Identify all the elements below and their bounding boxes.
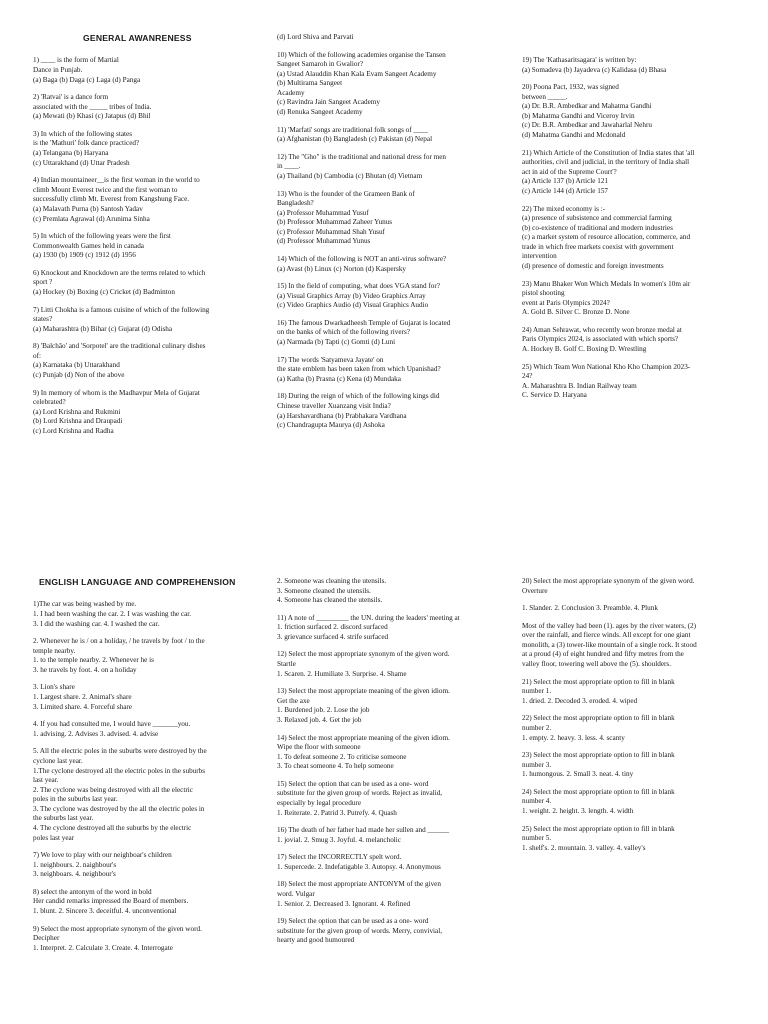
question-line: 3. Lion's share (33, 683, 75, 692)
question-block (33, 600, 261, 629)
question-block (522, 577, 754, 596)
question-line: C. Service D. Haryana (522, 391, 587, 400)
question-line: (b) Professor Muhammad Zaheer Yunus (277, 218, 393, 227)
question-line: between _____. (522, 92, 568, 101)
elc-column-1 (33, 577, 261, 961)
question-line: 18) During the reign of which of the following kings did (277, 392, 440, 401)
question-block (33, 130, 261, 168)
question-line: (d) Professor Muhammad Yunus (277, 237, 371, 246)
question-line: 5. All the electric poles in the suburbs were destroyed by the (33, 747, 207, 756)
question-line: 4. The cyclone destroyed all the suburbs by the electric (33, 823, 192, 832)
question-line: (c) Video Graphics Audio (d) Visual Graphics Audio (277, 301, 429, 310)
question-line: (d) presence of domestic and foreign investments (522, 261, 664, 270)
question-line: Commonwealth Games held in canada (33, 241, 144, 250)
question-line: Her candid remarks impressed the Board of members. (33, 897, 189, 906)
question-block (33, 342, 261, 380)
question-line: 25) Select the most appropriate option to fill in blank (522, 824, 675, 833)
question-block (277, 853, 505, 872)
question-line: Decipher (33, 934, 60, 943)
question-block (277, 190, 505, 247)
question-line: substitute for the given group of words. Reject as invalid, (277, 789, 443, 798)
question-block (277, 734, 505, 772)
question-block (522, 751, 754, 780)
section-heading-english: ENGLISH LANGUAGE AND COMPREHENSION (39, 577, 236, 587)
question-block (277, 33, 505, 43)
elc-column-3 (522, 577, 754, 861)
question-line: (a) Malavath Purna (b) Santosh Yadav (33, 204, 143, 213)
question-line: over the rainfall, and fierce winds. All except for one giant (522, 631, 691, 640)
question-line: (a) presence of subsistence and commercial farming (522, 214, 672, 223)
question-block (33, 232, 261, 261)
question-line: on the banks of which of the following rivers? (277, 328, 410, 337)
question-line: 17) The words 'Satyameva Jayate' on (277, 355, 384, 364)
question-block (522, 714, 754, 743)
question-line: A. Gold B. Silver C. Bronze D. None (522, 308, 630, 317)
question-line: (a) Maharashtra (b) Bihar (c) Gujarat (d) Odisha (33, 324, 173, 333)
question-line: 8) 'Balchão' and 'Sorpotel' are the traditional culinary dishes (33, 342, 206, 351)
question-block (33, 637, 261, 675)
question-line: intervention (522, 252, 557, 261)
question-line: 1. advising. 2. Advises 3. advised. 4. advise (33, 729, 159, 738)
question-line: 1. To defeat someone 2. To criticise someone (277, 752, 407, 761)
question-line: (c) Chandragupta Maurya (d) Ashoka (277, 421, 385, 430)
question-line: 3. I did the washing car. 4. I washed the car. (33, 619, 160, 628)
question-line: 21) Which Article of the Constitution of India states that 'all (522, 148, 695, 157)
question-line: (c) Uttarakhand (d) Uttar Pradesh (33, 158, 130, 167)
question-line: 12) Select the most appropriate synonym of the given word. (277, 650, 450, 659)
question-line: 18) Select the most appropriate ANTONYM of the given (277, 880, 441, 889)
question-line: number 3. (522, 760, 552, 769)
ga-column-1 (33, 33, 261, 445)
question-line: Wipe the floor with someone (277, 743, 361, 752)
question-line: 1. I had been washing the car. 2. I was washing the car. (33, 610, 192, 618)
question-line: successfully climb Mt. Everest from Kangshung Face. (33, 195, 190, 204)
question-line: 1. Slander. 2. Conclusion 3. Preamble. 4. Plunk (522, 604, 658, 613)
question-line: 4. If you had consulted me, I would have _______you. (33, 720, 191, 729)
question-line: 1)The car was being washed by me. (33, 600, 137, 609)
question-line: (a) Dr. B.R. Ambedkar and Mahatma Gandhi (522, 102, 652, 111)
question-block (277, 255, 505, 274)
question-line: 4) Indian mountaineer__is the first woman in the world to (33, 176, 200, 185)
question-line: (a) 1930 (b) 1909 (c) 1912 (d) 1956 (33, 251, 136, 260)
question-block (277, 392, 505, 430)
question-block (522, 363, 754, 401)
question-line: 1. shelf's. 2. mountain. 3. valley. 4. valley's (522, 843, 646, 852)
question-line: (c) Premlata Agrawal (d) Arunima Sinha (33, 214, 150, 223)
question-line: in ____. (277, 162, 301, 171)
question-line: poles last year (33, 833, 75, 842)
question-line: 16) The famous Dwarkadheesh Temple of Gujarat is located (277, 318, 451, 327)
question-line: 1.The cyclone destroyed all the electric poles in the suburbs (33, 766, 206, 775)
question-line: (a) Mewati (b) Khasi (c) Jatapus (d) Bhil (33, 112, 151, 121)
elc-column-2 (277, 577, 505, 954)
question-line: 14) Which of the following is NOT an anti-virus software? (277, 254, 447, 263)
question-line: 20) Poona Pact, 1932, was signed (522, 83, 619, 92)
question-line: is the 'Mathuri' folk dance practiced? (33, 139, 140, 148)
question-line: 9) Select the most appropriate synonym of the given word. (33, 924, 202, 933)
question-block (277, 126, 505, 145)
question-block (33, 56, 261, 85)
ga-column-3 (522, 56, 754, 409)
question-line: the state emblem has been taken from which Upanishad? (277, 365, 441, 374)
question-block (277, 356, 505, 385)
question-block (33, 269, 261, 298)
question-line: 1. Senior. 2. Decreased 3. Ignorant. 4. Refined (277, 899, 411, 908)
question-line: (c) Article 144 (d) Article 157 (522, 186, 609, 195)
question-block (33, 93, 261, 122)
question-block (277, 650, 505, 679)
question-block (277, 153, 505, 182)
question-block (522, 149, 754, 197)
question-line: 1. Supercede. 2. Indefatigable 3. Autopsy. 4. Anonymous (277, 862, 441, 871)
question-line: 3. grievance surfaced 4. strife surfaced (277, 632, 389, 641)
question-line: number 4. (522, 797, 552, 806)
question-block (522, 825, 754, 854)
question-block (522, 622, 754, 670)
question-block (277, 614, 505, 643)
question-line: states? (33, 315, 53, 324)
question-line: 2. Whenever he is / on a holiday, / he travels by foot / to the (33, 637, 205, 646)
question-line: 1. neighbours. 2. naighbour's (33, 860, 117, 869)
question-line: (a) Ustad Alauddin Khan Kala Evam Sangeet Academy (277, 69, 437, 78)
question-block (33, 925, 261, 954)
question-line: (a) Narmada (b) Tapti (c) Gomti (d) Luni (277, 338, 396, 347)
question-line: 3. Someone cleaned the utensils. (277, 586, 371, 595)
question-line: 1) ____ is the form of Martial (33, 56, 119, 65)
question-block (33, 306, 261, 335)
question-line: 3. The cyclone was destroyed by the all the electric poles in (33, 804, 205, 813)
question-line: word. Vulgar (277, 890, 315, 899)
question-line: (a) Afghanistan (b) Bangladesh (c) Pakistan (d) Nepal (277, 135, 433, 144)
question-line: 24) Aman Sehrawat, who recently won bronze medal at (522, 325, 682, 334)
question-line: poles in the suburbs last year. (33, 795, 118, 804)
question-block (277, 319, 505, 348)
question-block (522, 56, 754, 75)
question-line: (c) Lord Krishna and Radha (33, 426, 114, 435)
question-line: 2) 'Ratvai' is a dance form (33, 93, 109, 102)
question-line: 15) Select the option that can be used as a one- word (277, 779, 429, 788)
question-line: 3. he travels by foot. 4. on a holiday (33, 665, 137, 674)
question-line: at a proud (4) of eight hundred and fifty metres from the (522, 650, 684, 659)
question-line: associated with the _____ tribes of India. (33, 102, 152, 111)
question-block (33, 720, 261, 739)
question-line: 1. blunt. 2. Sincere 3. deceitful. 4. unconventional (33, 907, 177, 916)
question-line: climb Mount Everest twice and the first woman to (33, 185, 178, 194)
question-line: Sangeet Samaroh in Gwalior? (277, 60, 364, 69)
question-line: (d) Renuka Sangeet Academy (277, 108, 363, 117)
question-line: hearty and good humoured (277, 936, 355, 945)
question-line: the suburbs last year. (33, 814, 94, 823)
question-line: (a) Lord Krishna and Rukmini (33, 407, 121, 416)
question-line: 11) 'Marfati' songs are traditional folk songs of ____ (277, 125, 428, 134)
question-block (522, 205, 754, 272)
question-line: number 1. (522, 687, 552, 696)
question-block (522, 604, 754, 614)
question-line: Academy (277, 88, 305, 97)
question-line: 20) Select the most appropriate synonym of the given word. (522, 577, 695, 585)
question-line: Most of the valley had been (1). ages by the river waters, (2) (522, 621, 697, 630)
question-line: temple nearby. (33, 646, 76, 655)
question-line: (a) Thailand (b) Cambodia (c) Bhutan (d) Vietnam (277, 171, 423, 180)
question-line: (a) Katha (b) Prasna (c) Kena (d) Mundaka (277, 374, 401, 383)
question-line: sport ? (33, 278, 53, 287)
question-line: 17) Select the INCORRECTLY spelt word. (277, 853, 402, 862)
question-line: (a) Article 137 (b) Article 121 (522, 177, 609, 186)
question-line: 1. Reiterate. 2. Patrid 3. Putrefy. 4. Quash (277, 808, 397, 817)
question-line: (c) Ravindra Jain Sangeet Academy (277, 98, 380, 107)
question-block (277, 687, 505, 725)
question-block (33, 888, 261, 917)
question-line: 16) The death of her father had made her sullen and ______ (277, 826, 450, 835)
question-line: event at Paris Olympics 2024? (522, 298, 610, 307)
question-line: number 5. (522, 834, 552, 843)
question-line: A. Hockey B. Golf C. Boxing D. Wrestling (522, 345, 647, 354)
question-line: (a) Baga (b) Daga (c) Laga (d) Panga (33, 75, 141, 84)
question-line: 8) select the antonym of the word in bold (33, 887, 152, 896)
question-line: pistol shooting (522, 289, 565, 298)
question-line: 4. Someone has cleaned the utensils. (277, 596, 383, 605)
question-line: (a) Harshavardhana (b) Prabhakara Vardhana (277, 411, 407, 420)
question-line: Chinese traveller Xuanzang visit India? (277, 401, 391, 410)
question-line: (c) Punjab (d) Non of the above (33, 371, 125, 380)
question-line: Overture (522, 586, 548, 595)
question-line: 10) Which of the following academies organise the Tansen (277, 50, 446, 59)
question-line: (a) Somadeva (b) Jayadeva (c) Kalidasa (d) Bhasa (522, 65, 667, 74)
question-line: (a) Hockey (b) Boxing (c) Cricket (d) Badminton (33, 287, 175, 296)
question-line: 2. The cyclone was being destroyed with all the electric (33, 785, 193, 794)
question-block (277, 577, 505, 606)
question-line: Paris Olympics 2024, is associated with which sports? (522, 335, 679, 344)
question-line: 25) Which Team Won National Kho Kho Champion 2023- (522, 362, 691, 371)
question-line: 24) Select the most appropriate option to fill in blank (522, 787, 675, 796)
question-line: (d) Mahatma Gandhi and Mcdonald (522, 131, 626, 140)
ga-column-2 (277, 33, 505, 439)
question-block (522, 280, 754, 318)
question-line: 21) Select the most appropriate option to fill in blank (522, 677, 675, 686)
question-list (522, 56, 754, 401)
question-line: 14) Select the most appropriate meaning of the given idiom. (277, 733, 450, 742)
question-line: 1. Scaren. 2. Humiliate 3. Surprise. 4. Shame (277, 669, 407, 678)
question-block (33, 683, 261, 712)
question-block (522, 83, 754, 140)
question-line: 11) A note of _________ the UN. during the leaders' meeting at (277, 613, 460, 622)
question-line: (b) co-existence of traditional and modern industries (522, 223, 673, 232)
question-line: of: (33, 351, 41, 360)
question-line: trade in which free markets coexist with government (522, 242, 674, 251)
question-list (33, 56, 261, 436)
question-list (277, 577, 505, 946)
question-line: Dance in Punjab. (33, 66, 83, 74)
question-line: 1. Burdened job. 2. Lose the job (277, 706, 370, 715)
question-line: 12) The "Gho" is the traditional and national dress for men (277, 152, 447, 161)
question-line: 22) Select the most appropriate option to fill in blank (522, 714, 675, 723)
question-line: 1. dried. 2. Decoded 3. eroded. 4. wiped (522, 696, 638, 705)
question-line: 13) Who is the founder of the Grameen Bank of (277, 189, 415, 198)
question-line: (c) Dr. B.R. Ambedkar and Jawaharlal Nehru (522, 121, 652, 130)
question-list (277, 33, 505, 431)
question-line: 1. Largest share. 2. Animal's share (33, 693, 132, 702)
question-line: 6) Knockout and Knockdown are the terms related to which (33, 268, 206, 277)
question-list (522, 577, 754, 853)
question-line: 13) Select the most appropriate meaning of the given idiom. (277, 687, 450, 696)
question-line: 3. neighboars. 4. neighbour's (33, 870, 116, 879)
question-line: A. Maharashtra B. Indian Railway team (522, 381, 637, 390)
question-line: 23) Select the most appropriate option to fill in blank (522, 751, 675, 760)
question-block (33, 176, 261, 224)
question-line: (a) Visual Graphics Array (b) Video Graphics Array (277, 291, 426, 300)
question-block (33, 389, 261, 437)
question-line: celebrated? (33, 398, 66, 407)
question-line: cyclone last year. (33, 756, 83, 765)
question-list (33, 600, 261, 953)
question-line: 24? (522, 372, 533, 381)
question-line: monolith, a (3) tower-like mountain of a single rock. It stood (522, 640, 697, 649)
question-line: (b) Lord Krishna and Draupadi (33, 417, 123, 426)
question-line: 3. Limited share. 4. Forceful share (33, 702, 132, 711)
question-line: 1. Interpret. 2. Calculate 3. Create. 4. Interrogate (33, 943, 173, 952)
question-line: number 2. (522, 723, 552, 732)
question-block (277, 780, 505, 818)
question-line: valley floor, towering well above the (5). shoulders. (522, 660, 672, 669)
question-block (33, 851, 261, 880)
question-line: 9) In memory of whom is the Madhavpur Mela of Gujarat (33, 388, 200, 397)
question-line: 19) Select the option that can be used as a one- word (277, 917, 429, 926)
question-line: (a) Karnataka (b) Uttarakhand (33, 361, 120, 370)
question-line: 3. To cheat someone 4. To help someone (277, 762, 394, 771)
question-line: 7) Litti Chokha is a famous cuisine of which of the following (33, 305, 210, 314)
question-line: 19) The 'Kathasaritsagara' is written by: (522, 56, 637, 64)
question-block (522, 788, 754, 817)
question-block (522, 326, 754, 355)
question-block (277, 282, 505, 311)
question-line: substitute for the given group of words. Merry, convivial, (277, 926, 443, 935)
question-line: 1. jovial. 2. Smug 3. Joyful. 4. melancholic (277, 835, 401, 844)
question-line: 1. to the temple nearby. 2. Whenever he is (33, 656, 154, 665)
question-line: (c) a market system of resource allocation, commerce, and (522, 233, 691, 242)
question-line: (a) Professor Muhammad Yusuf (277, 208, 369, 217)
question-line: (a) Telangana (b) Haryana (33, 149, 109, 158)
question-line: 1. weight. 2. height. 3. length. 4. width (522, 806, 634, 815)
question-line: 15) In the field of computing, what does VGA stand for? (277, 282, 440, 291)
question-line: (b) Multirama Sangeet (277, 79, 343, 88)
question-line: Startle (277, 660, 296, 669)
question-line: authorities, civil and judicial, in the territory of India shall (522, 158, 690, 167)
question-line: (c) Professor Muhammad Shah Yusuf (277, 227, 385, 236)
question-block (277, 880, 505, 909)
question-line: 22) The mixed economy is :- (522, 204, 606, 213)
question-line: 23) Manu Bhaker Won Which Medals In women's 10m air (522, 279, 691, 288)
question-line: Get the axe (277, 696, 310, 705)
question-line: 3) In which of the following states (33, 129, 133, 138)
question-block (277, 826, 505, 845)
question-block (277, 51, 505, 118)
question-line: 3. Relaxed job. 4. Get the job (277, 715, 362, 724)
question-line: (b) Mahatma Gandhi and Viceroy Irvin (522, 111, 635, 120)
question-line: (d) Lord Shiva and Parvati (277, 33, 354, 41)
question-line: act in aid of the Supreme Court'? (522, 167, 617, 176)
question-line: last year. (33, 776, 59, 785)
question-line: (a) Avast (b) Linux (c) Norton (d) Kaspersky (277, 264, 407, 273)
question-line: Bangladesh? (277, 199, 314, 208)
question-block (33, 747, 261, 843)
question-line: especially by legal procedure (277, 798, 362, 807)
question-line: 1. friction surfaced 2. discord surfaced (277, 623, 388, 632)
section-heading-general-awareness: GENERAL AWANRENESS (83, 33, 192, 43)
question-line: 2. Someone was cleaning the utensils. (277, 577, 387, 585)
question-line: 1. humongous. 2. Small 3. neat. 4. tiny (522, 770, 634, 779)
question-block (522, 678, 754, 707)
question-line: 7) We love to play with our neighboar's children (33, 851, 172, 860)
question-block (277, 917, 505, 946)
question-line: 1. empty. 2. heavy. 3. less. 4. scanty (522, 733, 625, 742)
question-line: 5) In which of the following years were the first (33, 232, 171, 241)
